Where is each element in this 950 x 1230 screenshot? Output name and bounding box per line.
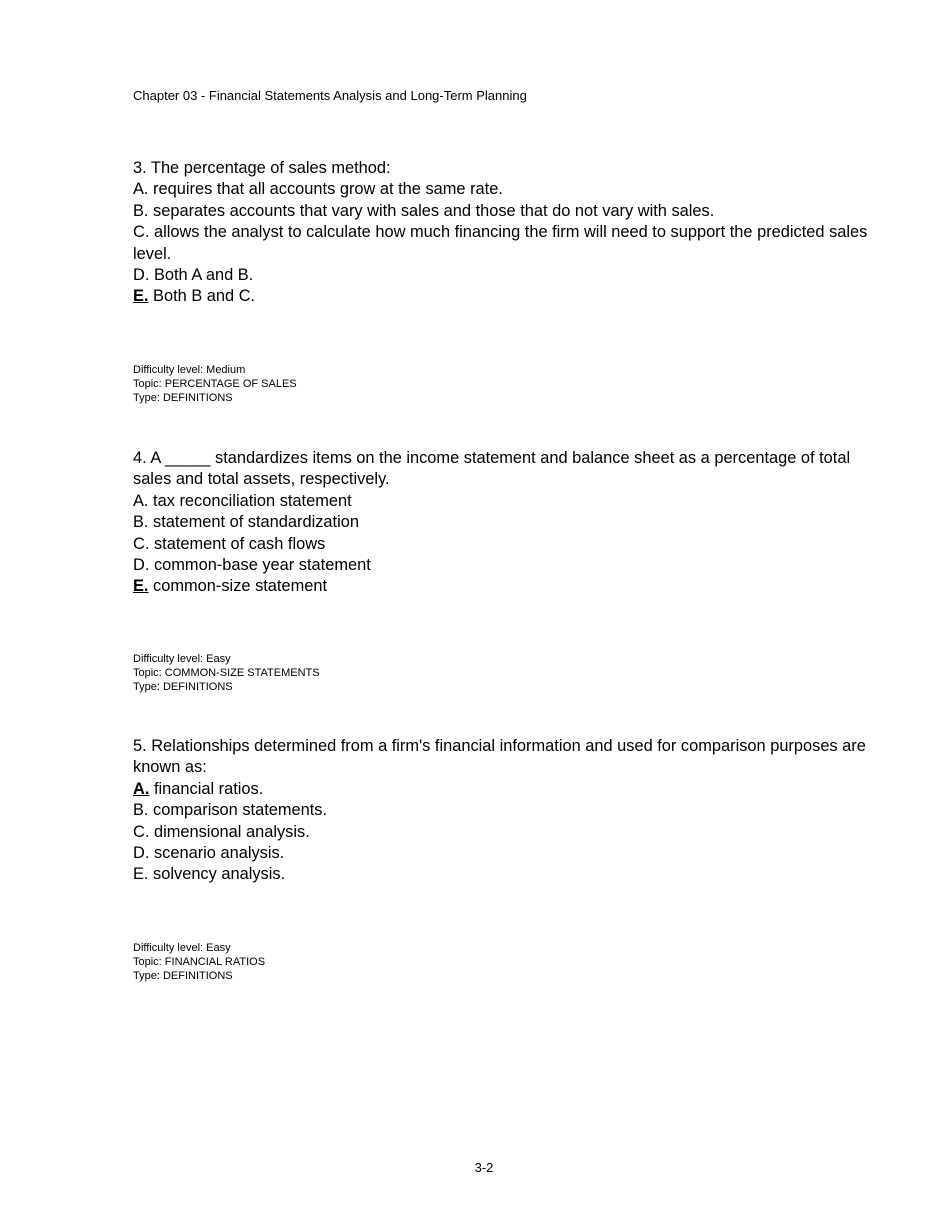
option-letter: B.: [133, 201, 149, 220]
option-e: [133, 864, 873, 885]
option-text: Both B and C.: [148, 287, 256, 306]
question-stem: 5. Relationships determined from a firm's financial information and used for comparison purposes are known as:: [133, 737, 866, 777]
question-type: Type: DEFINITIONS: [133, 392, 233, 405]
option-letter: D.: [133, 266, 150, 285]
question-type: Type: DEFINITIONS: [133, 970, 233, 983]
topic: Topic: FINANCIAL RATIOS: [133, 956, 266, 969]
question-stem: 3. The percentage of sales method:: [133, 159, 391, 177]
option-letter: C.: [133, 223, 150, 242]
option-letter: D.: [133, 844, 150, 863]
option-text: tax reconciliation statement: [148, 491, 352, 510]
option-letter: C.: [133, 822, 150, 841]
option-text: statement of standardization: [148, 513, 359, 532]
question-4: [133, 448, 873, 598]
question-3-meta: [133, 363, 297, 406]
topic: Topic: COMMON-SIZE STATEMENTS: [133, 667, 320, 680]
option-b: [133, 800, 873, 821]
option-text: statement of cash flows: [149, 534, 326, 553]
option-c: [133, 222, 873, 265]
option-text: comparison statements.: [148, 801, 328, 820]
question-3: [133, 158, 873, 308]
option-c: [133, 822, 873, 843]
option-a: [133, 491, 873, 512]
option-b: [133, 512, 873, 533]
option-letter: D.: [133, 556, 150, 575]
difficulty-level: Difficulty level: Easy: [133, 942, 231, 954]
option-text: separates accounts that vary with sales and those that do not vary with sales.: [148, 201, 715, 220]
option-d: [133, 843, 873, 864]
option-text: financial ratios.: [149, 779, 264, 798]
option-text: requires that all accounts grow at the same rate.: [148, 180, 503, 199]
option-d: [133, 555, 873, 576]
option-letter: A.: [133, 491, 149, 510]
option-letter: B.: [133, 513, 149, 532]
correct-answer-letter: A.: [133, 779, 150, 798]
option-letter: E.: [133, 865, 149, 884]
correct-answer-letter: E.: [133, 577, 149, 596]
option-letter: B.: [133, 801, 149, 820]
difficulty-level: Difficulty level: Easy: [133, 653, 231, 665]
option-text: Both A and B.: [149, 266, 254, 285]
option-text: common-base year statement: [149, 556, 371, 575]
option-d: [133, 265, 873, 286]
option-text: allows the analyst to calculate how much financing the firm will need to support the predicted sales level.: [133, 223, 868, 263]
option-a-correct: [133, 779, 873, 800]
correct-answer-letter: E.: [133, 287, 149, 306]
topic: Topic: PERCENTAGE OF SALES: [133, 378, 297, 391]
page-number: 3-2: [474, 1160, 494, 1175]
question-stem: 4. A _____ standardizes items on the income statement and balance sheet as a percentage of total sales and total assets, respectively.: [133, 449, 851, 489]
option-e-correct: [133, 576, 873, 597]
question-type: Type: DEFINITIONS: [133, 681, 233, 694]
option-b: [133, 201, 873, 222]
option-letter: A.: [133, 180, 149, 199]
option-e-correct: [133, 286, 873, 307]
option-text: dimensional analysis.: [149, 822, 310, 841]
option-c: [133, 534, 873, 555]
question-5-meta: [133, 941, 265, 984]
option-text: solvency analysis.: [148, 865, 286, 884]
question-4-meta: [133, 652, 320, 695]
option-text: common-size statement: [148, 577, 328, 596]
option-text: scenario analysis.: [149, 844, 285, 863]
page-header: Chapter 03 - Financial Statements Analysis and Long-Term Planning: [133, 88, 527, 103]
option-a: [133, 179, 873, 200]
option-letter: C.: [133, 534, 150, 553]
question-5: [133, 736, 873, 886]
difficulty-level: Difficulty level: Medium: [133, 364, 246, 376]
